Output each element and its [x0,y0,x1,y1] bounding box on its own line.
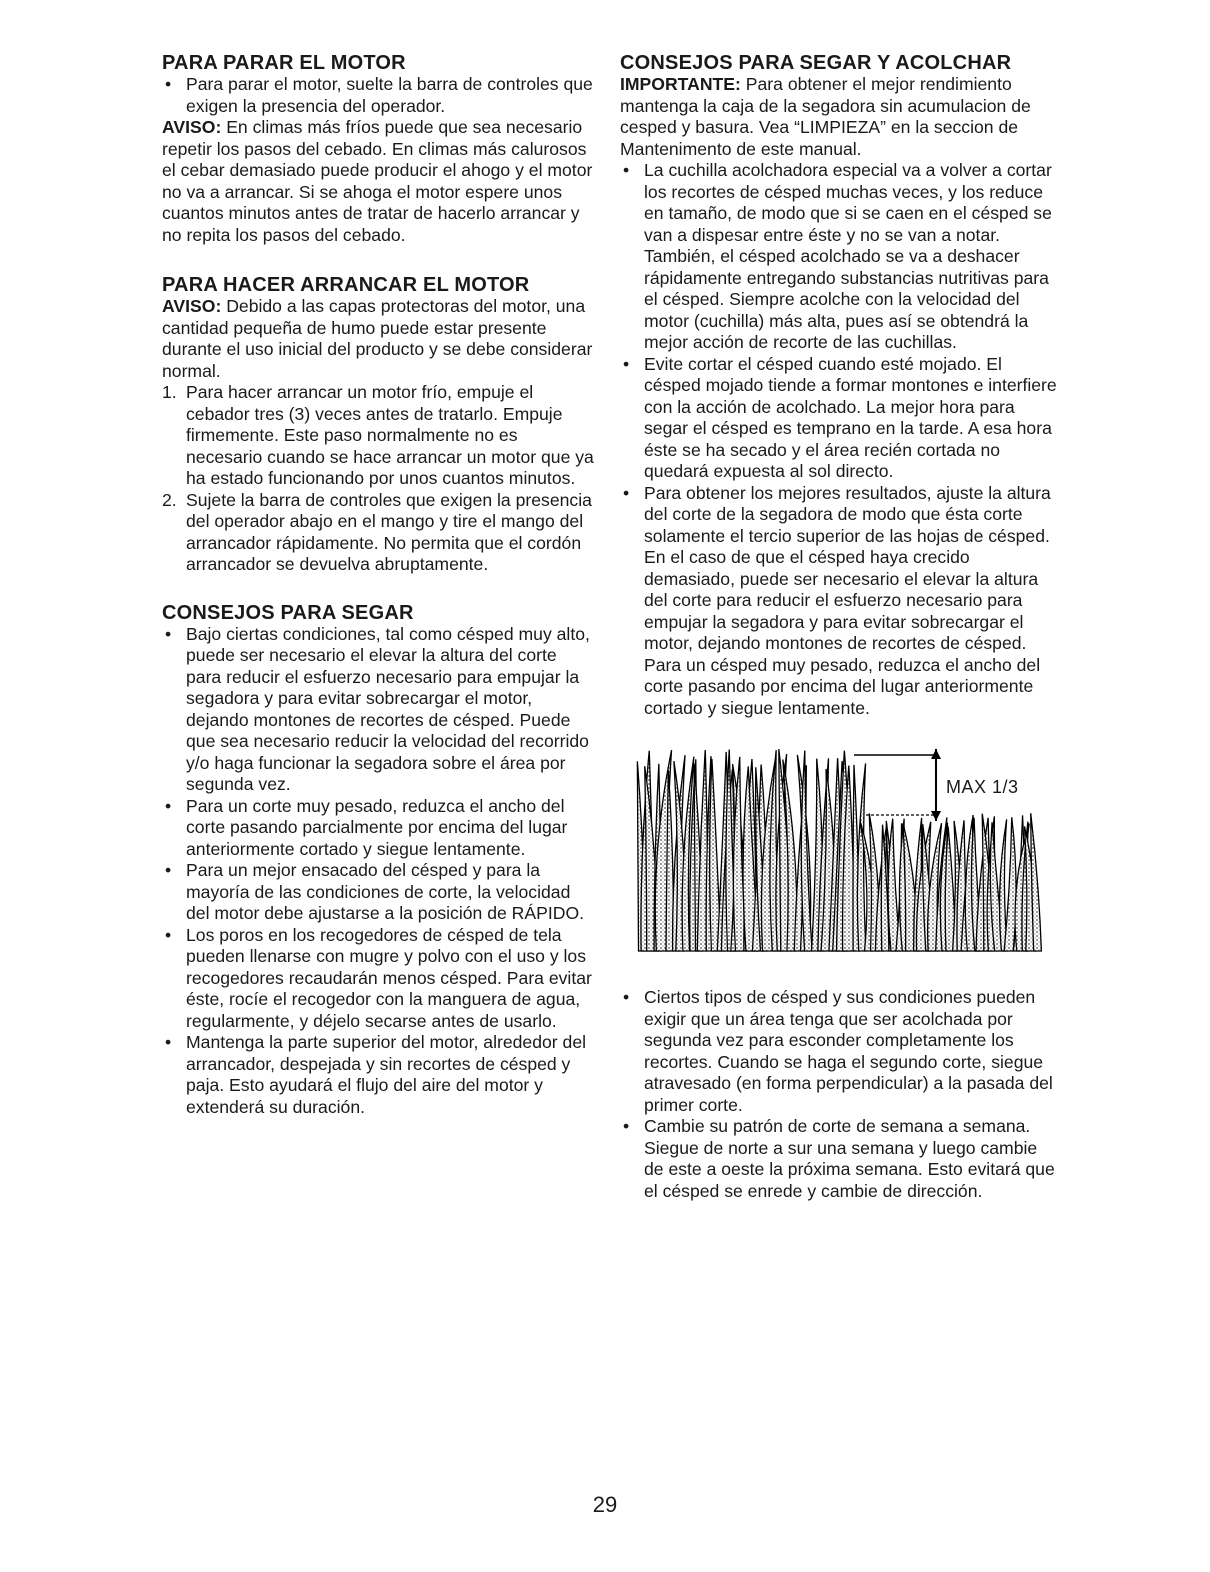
list-item: • Ciertos tipos de césped y sus condiciones pueden exigir que un área tenga que ser acolchada por segunda vez para esconder completamente los recortes. Cuando se haga el segundo corte, siegue atravesado (en forma perpendicular) a la pasada del primer corte. [620,987,1060,1116]
mulching-tips-list-continued [620,987,1060,1202]
important-text: Para obtener el mejor rendimiento mantenga la caja de la segadora sin acumulacion de cesped y basura. Vea “LIMPIEZA” en la seccion de Mantenimento de este manual. [620,74,1031,159]
start-engine-notice [162,296,594,382]
list-item [162,382,594,490]
list-item: • Bajo ciertas condiciones, tal como césped muy alto, puede ser necesario el elevar la altura del corte para reducir el esfuerzo necesario para empujar la segadora y para evitar sobrecargar el motor, dejando montones de recortes de césped. Puede que sea necesario reducir la velocidad del recorrido y/o haga funcionar la segadora sobre el área por segunda vez. [162,624,594,796]
heading-mulching-tips: CONSEJOS PARA SEGAR Y ACOLCHAR [620,52,1012,74]
section-start-engine [162,274,594,576]
list-item: • Mantenga la parte superior del motor, alrededor del arrancador, despejada y sin recortes de césped y paja. Esto ayudará el flujo del aire del motor y extenderá su duración. [162,1032,594,1118]
heading-mowing-tips: CONSEJOS PARA SEGAR [162,601,414,624]
grass-blades-icon [636,743,1046,953]
step-number: 1. [162,382,177,402]
list-item: • Para obtener los mejores resultados, ajuste la altura del corte de la segadora de modo que ésta corte solamente el tercio superior de las hojas de césped. En el caso de que el césped haya crecido demasiado, puede ser necesario el elevar la altura del corte para reducir el esfuerzo necesario para empujar la segadora y para evitar sobrecargar el motor, dejando montones de recortes de césped. Para un césped muy pesado, reduzca el ancho del corte pasando por encima del lugar anteriormente cortado y siegue lentamente. [620,483,1060,720]
list-item: • Para un mejor ensacado del césped y para la mayoría de las condiciones de corte, la velocidad del motor debe ajustarse a la posición de RÁPIDO. [162,860,594,925]
step-text: Sujete la barra de controles que exigen la presencia del operador abajo en el mango y tire el mango del arrancador rápidamente. No permita que el cordón arrancador se devuelva abruptamente. [186,489,592,574]
list-item [162,490,594,576]
list-item: • Evite cortar el césped cuando esté mojado. El césped mojado tiende a formar montones e interfiere con la acción de acolchado. La mejor hora para segar el césped es temprano en la tarde. A esa hora éste se ha secado y el área recién cortada no quedará expuesta al sol directo. [620,354,1060,483]
grass-height-illustration [636,743,1046,953]
notice-label: AVISO: [162,296,222,316]
list-item: • La cuchilla acolchadora especial va a volver a cortar los recortes de césped muchas veces, y los reduce en tamaño, de modo que si se caen en el césped se van a dispesar entre éste y no se van a notar. También, el césped acolchado se va a deshacer rápidamente entregando substancias nutritivas para el césped. Siempre acolche con la velocidad del motor (cuchilla) más alta, pues así se obtendrá la mejor acción de recorte de las cuchillas. [620,160,1060,354]
important-note [620,74,1060,160]
mulching-tips-list [620,160,1060,719]
stop-engine-notice [162,117,594,246]
list-item: • Para un corte muy pesado, reduzca el ancho del corte pasando parcialmente por encima del lugar anteriormente cortado y siegue lentamente. [162,796,594,861]
right-column [620,52,1060,1202]
section-mulching-tips [620,52,1060,1202]
page-number: 29 [592,1492,618,1517]
heading-stop-engine: PARA PARAR EL MOTOR [162,52,406,74]
max-one-third-label: MAX 1/3 [946,777,1019,797]
important-label: IMPORTANTE: [620,74,741,94]
notice-label: AVISO: [162,117,222,137]
notice-text: Debido a las capas protectoras del motor, una cantidad pequeña de humo puede estar presente durante el uso inicial del producto y se debe considerar normal. [162,296,593,381]
left-column [162,52,594,1118]
list-item: • Los poros en los recogedores de césped de tela pueden llenarse con mugre y polvo con el uso y los recogedores recaudarán menos césped. Para evitar éste, rocíe el recogedor con la manguera de agua, regularmente, y déjelo secarse antes de usarlo. [162,925,594,1033]
notice-text: En climas más fríos puede que sea necesario repetir los pasos del cebado. En climas más calurosos el cebar demasiado puede producir el ahogo y el motor no va a arrancar. Si se ahoga el motor espere unos cuantos minutos antes de tratar de hacerlo arrancar y no repita los pasos del cebado. [162,117,593,245]
section-mowing-tips [162,602,594,1119]
list-item: • Cambie su patrón de corte de semana a semana. Siegue de norte a sur una semana y luego cambie de este a oeste la próxima semana. Esto evitará que el césped se enrede y cambie de dirección. [620,1116,1060,1202]
mowing-tips-list [162,624,594,1119]
start-engine-steps [162,382,594,576]
step-text: Para hacer arrancar un motor frío, empuje el cebador tres (3) veces antes de tratarlo. Empuje firmemente. Este paso normalmente no es necesario cuando se hace arrancar un motor que ya ha estado funcionando por unos cuantos minutos. [186,382,594,488]
step-number: 2. [162,489,177,510]
stop-engine-list [162,74,594,117]
list-item: • Para parar el motor, suelte la barra de controles que exigen la presencia del operador. [162,74,594,117]
heading-start-engine: PARA HACER ARRANCAR EL MOTOR [162,274,530,296]
section-stop-engine [162,52,594,246]
